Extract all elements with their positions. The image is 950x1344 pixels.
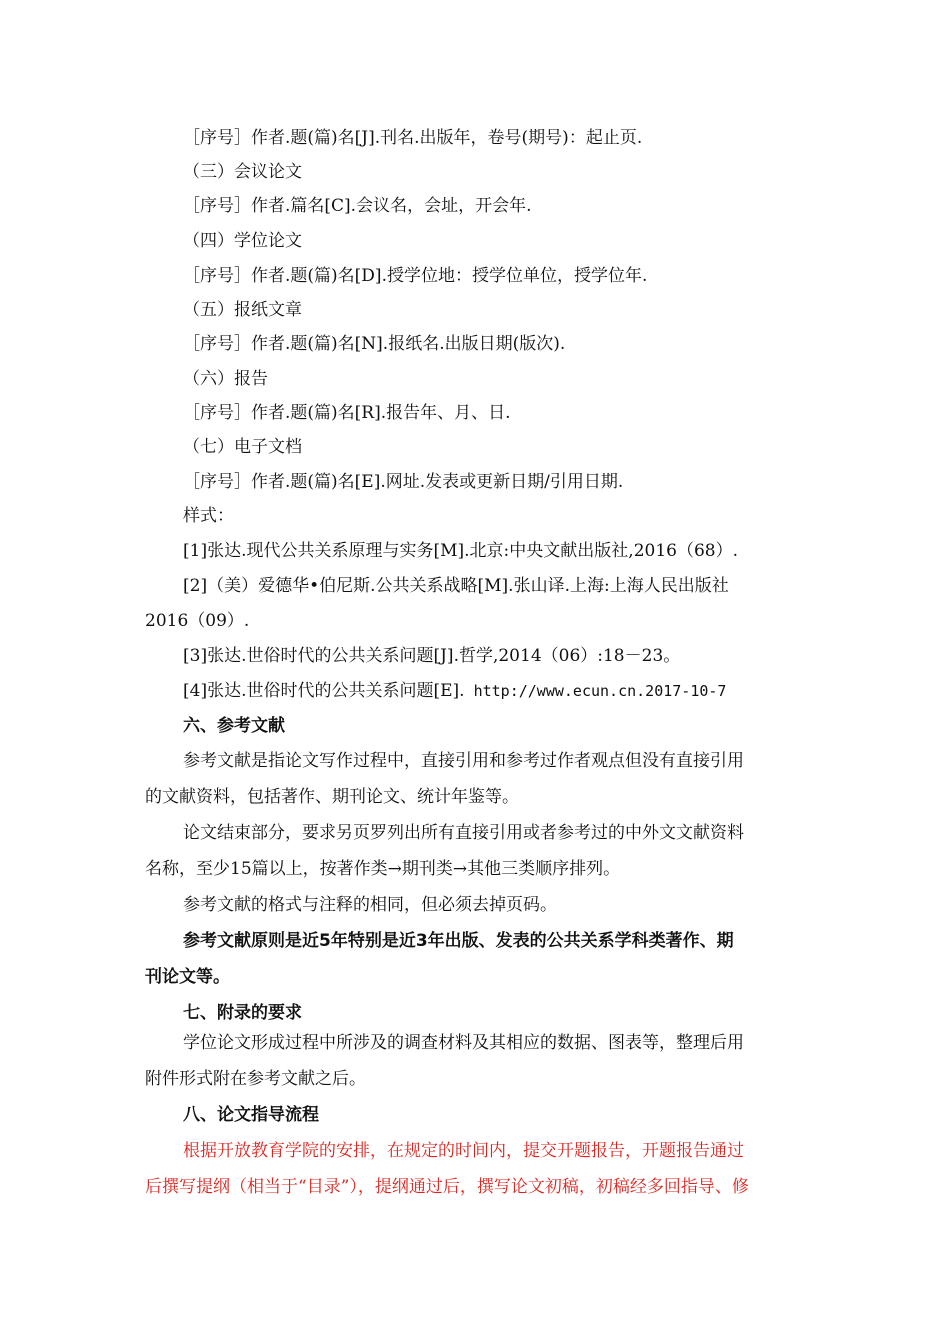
section-7-p1-line1: 学位论文形成过程中所涉及的调查材料及其相应的数据、图表等，整理后用: [183, 1033, 744, 1053]
example-4-url: http://www.ecun.cn.2017-10-7: [464, 682, 727, 700]
example-1: [1]张达.现代公共关系原理与实务[M].北京:中央文献出版社,2016（68）.: [183, 541, 738, 561]
conference-format: ［序号］作者.篇名[C].会议名，会址，开会年.: [183, 196, 532, 216]
section-8-p1-line2: 后撰写提纲（相当于“目录”），提纲通过后，撰写论文初稿，初稿经多回指导、修: [145, 1177, 749, 1197]
examples-label: 样式：: [183, 506, 234, 526]
thesis-format: ［序号］作者.题(篇)名[D].授学位地：授学位单位，授学位年.: [183, 266, 648, 286]
section-6-p3: 参考文献的格式与注释的相同，但必须去掉页码。: [183, 895, 557, 915]
thesis-heading: （四）学位论文: [183, 231, 302, 251]
section-6-p2-line2: 名称，至少15篇以上，按著作类→期刊类→其他三类顺序排列。: [145, 859, 621, 879]
conference-heading: （三）会议论文: [183, 162, 302, 182]
newspaper-heading: （五）报纸文章: [183, 300, 302, 320]
electronic-format: ［序号］作者.题(篇)名[E].网址.发表或更新日期/引用日期.: [183, 472, 624, 492]
report-heading: （六）报告: [183, 369, 268, 389]
section-6-p2-line1: 论文结束部分，要求另页罗列出所有直接引用或者参考过的中外文文献资料: [183, 823, 744, 843]
example-3: [3]张达.世俗时代的公共关系问题[J].哲学,2014（06）:18－23。: [183, 646, 681, 666]
section-6-p1-line1: 参考文献是指论文写作过程中，直接引用和参考过作者观点但没有直接引用: [183, 751, 744, 771]
example-2-line1: [2]（美）爱德华•伯尼斯.公共关系战略[M].张山译.上海:上海人民出版社: [183, 576, 729, 596]
example-4-text: [4]张达.世俗时代的公共关系问题[E].: [183, 681, 465, 701]
section-8-heading: 八、论文指导流程: [183, 1105, 319, 1125]
example-4: [183, 679, 726, 703]
journal-format: ［序号］作者.题(篇)名[J].刊名.出版年，卷号(期号)：起止页.: [183, 128, 643, 148]
section-6-p4-line2: 刊论文等。: [145, 967, 230, 987]
section-7-heading: 七、附录的要求: [183, 1003, 302, 1023]
newspaper-format: ［序号］作者.题(篇)名[N].报纸名.出版日期(版次).: [183, 334, 566, 354]
electronic-heading: （七）电子文档: [183, 437, 302, 457]
section-6-p1-line2: 的文献资料，包括著作、期刊论文、统计年鉴等。: [145, 787, 519, 807]
section-6-p4-line1: 参考文献原则是近5年特别是近3年出版、发表的公共关系学科类著作、期: [183, 931, 734, 951]
section-8-p1-line1: 根据开放教育学院的安排，在规定的时间内，提交开题报告，开题报告通过: [183, 1141, 744, 1161]
section-7-p1-line2: 附件形式附在参考文献之后。: [145, 1069, 366, 1089]
example-2-line2: 2016（09）.: [145, 611, 250, 631]
section-6-heading: 六、参考文献: [183, 716, 285, 736]
report-format: ［序号］作者.题(篇)名[R].报告年、月、日.: [183, 403, 511, 423]
